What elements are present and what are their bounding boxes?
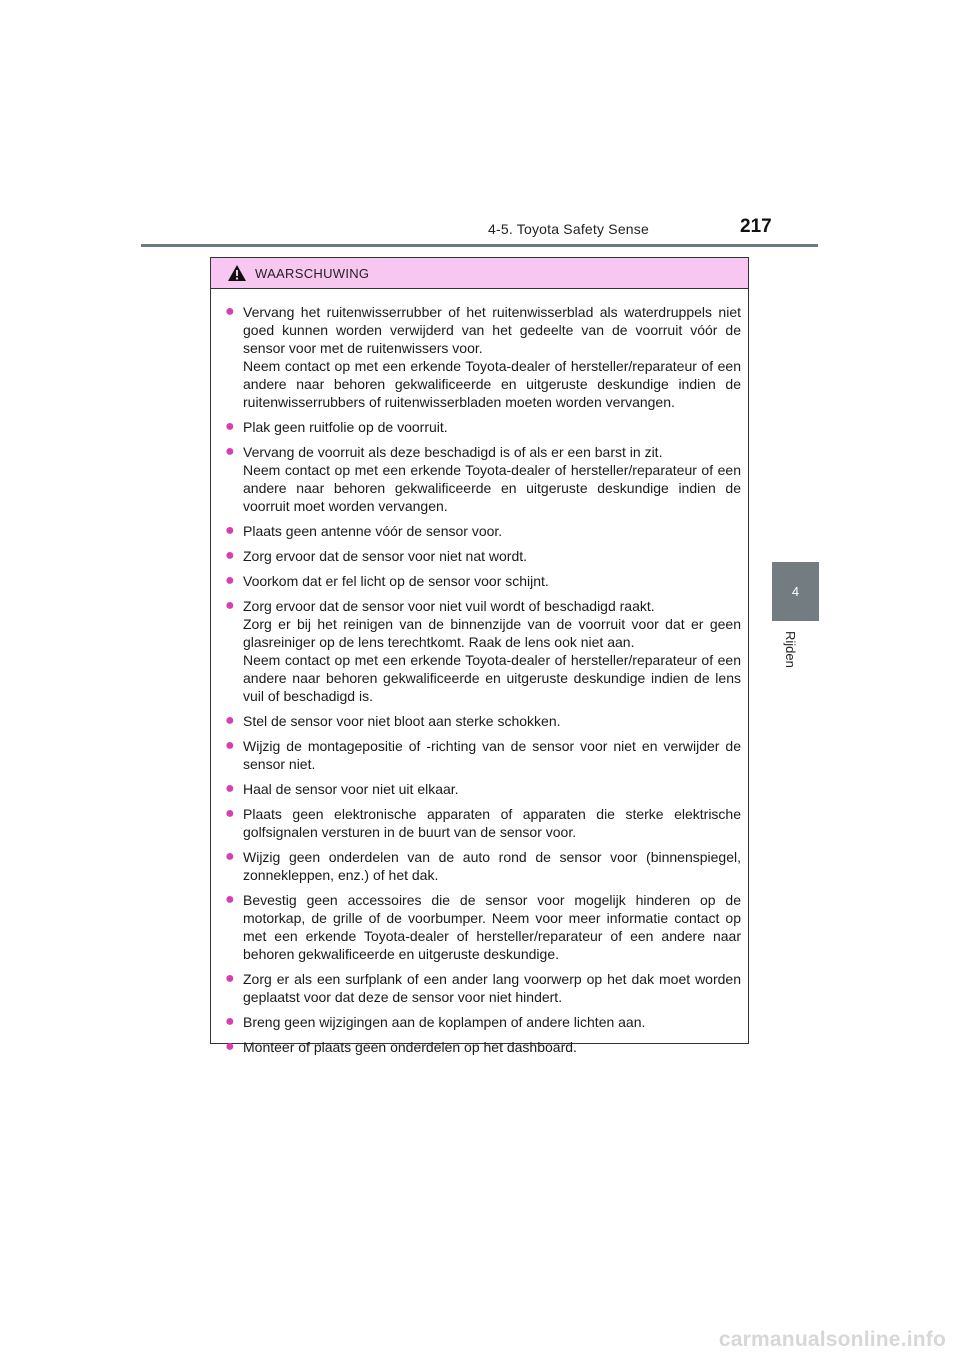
paragraph: Monteer of plaats geen onderdelen op het dashboard. <box>243 1039 577 1055</box>
warning-list <box>211 289 748 1056</box>
paragraph: Zorg ervoor dat de sensor voor niet nat wordt. <box>243 548 528 564</box>
list-item-text <box>243 805 741 841</box>
paragraph: Bevestig geen accessoires die de sensor voor mogelijk hinderen op de motorkap, de grille of de voorbumper. Neem voor meer informatie contact op met een erkende Toyota-dealer of hersteller/reparateur of een andere naar behoren gekwalificeerde en uitgeruste deskundige. <box>243 892 741 962</box>
paragraph: Haal de sensor voor niet uit elkaar. <box>243 781 459 797</box>
list-item-text <box>243 443 741 515</box>
header-divider <box>141 244 818 247</box>
bullet-dot-icon: ● <box>225 443 235 460</box>
warning-header <box>211 258 748 289</box>
list-item-text <box>243 891 741 963</box>
list-item <box>225 547 741 565</box>
warning-triangle-icon <box>227 264 247 282</box>
bullet-dot-icon: ● <box>225 805 235 822</box>
bullet-dot-icon: ● <box>225 737 235 754</box>
list-item <box>225 970 741 1006</box>
list-item-text <box>243 572 741 590</box>
paragraph: Plak geen ruitfolie op de voorruit. <box>243 419 448 435</box>
bullet-dot-icon: ● <box>225 1038 235 1055</box>
list-item-text <box>243 712 741 730</box>
warning-box <box>210 257 749 1055</box>
list-item <box>225 1038 741 1056</box>
list-item <box>225 1013 741 1031</box>
bullet-dot-icon: ● <box>225 712 235 729</box>
paragraph: Wijzig de montagepositie of -richting van de sensor voor niet en verwijder de sensor niet. <box>243 738 741 772</box>
list-item <box>225 805 741 841</box>
paragraph: Neem contact op met een erkende Toyota-dealer of hersteller/reparateur of een andere naar behoren gekwalificeerde en uitgeruste deskundige indien de voorruit moet worden vervangen. <box>243 462 741 514</box>
list-item-text <box>243 737 741 773</box>
page-number: 217 <box>740 216 772 237</box>
list-item <box>225 522 741 540</box>
list-item-text <box>243 848 741 884</box>
paragraph: Voorkom dat er fel licht op de sensor voor schijnt. <box>243 573 549 589</box>
bullet-dot-icon: ● <box>225 1013 235 1030</box>
list-item <box>225 572 741 590</box>
list-item <box>225 891 741 963</box>
list-item-text <box>243 1013 741 1031</box>
list-item-text <box>243 522 741 540</box>
list-item-text <box>243 547 741 565</box>
list-item-text <box>243 970 741 1006</box>
list-item <box>225 597 741 705</box>
watermark: carmanualsonline.info <box>718 1328 946 1351</box>
list-item <box>225 443 741 515</box>
paragraph: Neem contact op met een erkende Toyota-dealer of hersteller/reparateur of een andere naar behoren gekwalificeerde en uitgeruste deskundige indien de ruitenwisserrubbers of ruitenwisserbladen moeten worden vervangen. <box>243 358 741 410</box>
section-title: 4-5. Toyota Safety Sense <box>488 221 649 237</box>
bullet-dot-icon: ● <box>225 848 235 865</box>
bullet-dot-icon: ● <box>225 891 235 908</box>
paragraph: Zorg er als een surfplank of een ander lang voorwerp op het dak moet worden geplaatst voor dat deze de sensor voor niet hindert. <box>243 971 741 1005</box>
list-item-text <box>243 418 741 436</box>
list-item <box>225 737 741 773</box>
list-item <box>225 303 741 411</box>
paragraph: Plaats geen elektronische apparaten of apparaten die sterke elektrische golfsignalen versturen in de buurt van de sensor voor. <box>243 806 741 840</box>
paragraph: Plaats geen antenne vóór de sensor voor. <box>243 523 503 539</box>
list-item-text <box>243 303 741 411</box>
paragraph: Zorg er bij het reinigen van de binnenzijde van de voorruit voor dat er geen glasreiniger op de lens terechtkomt. Raak de lens ook niet aan. <box>243 616 741 650</box>
list-item <box>225 780 741 798</box>
list-item-text <box>243 1038 741 1056</box>
list-item <box>225 848 741 884</box>
paragraph: Stel de sensor voor niet bloot aan sterke schokken. <box>243 713 561 729</box>
list-item <box>225 418 741 436</box>
paragraph: Vervang de voorruit als deze beschadigd is of als er een barst in zit. <box>243 444 663 460</box>
chapter-tab: 4 <box>772 562 819 621</box>
list-item-text <box>243 597 741 705</box>
paragraph: Neem contact op met een erkende Toyota-dealer of hersteller/reparateur of een andere naar behoren gekwalificeerde en uitgeruste deskundige indien de lens vuil of beschadigd is. <box>243 652 741 704</box>
list-item-text <box>243 780 741 798</box>
bullet-dot-icon: ● <box>225 303 235 320</box>
warning-title: WAARSCHUWING <box>255 265 370 281</box>
bullet-dot-icon: ● <box>225 597 235 614</box>
chapter-label: Rijden <box>783 631 798 668</box>
bullet-dot-icon: ● <box>225 547 235 564</box>
bullet-dot-icon: ● <box>225 780 235 797</box>
paragraph: Vervang het ruitenwisserrubber of het ruitenwisserblad als waterdruppels niet goed kunnen worden verwijderd van het gedeelte van de voorruit vóór de sensor voor met de ruitenwissers voor. <box>243 304 741 356</box>
bullet-dot-icon: ● <box>225 572 235 589</box>
bullet-dot-icon: ● <box>225 522 235 539</box>
bullet-dot-icon: ● <box>225 418 235 435</box>
list-item <box>225 712 741 730</box>
paragraph: Breng geen wijzigingen aan de koplampen of andere lichten aan. <box>243 1014 646 1030</box>
bullet-dot-icon: ● <box>225 970 235 987</box>
paragraph: Wijzig geen onderdelen van de auto rond de sensor voor (binnenspiegel, zonnekleppen, enz.) of het dak. <box>243 849 741 883</box>
paragraph: Zorg ervoor dat de sensor voor niet vuil wordt of beschadigd raakt. <box>243 598 655 614</box>
